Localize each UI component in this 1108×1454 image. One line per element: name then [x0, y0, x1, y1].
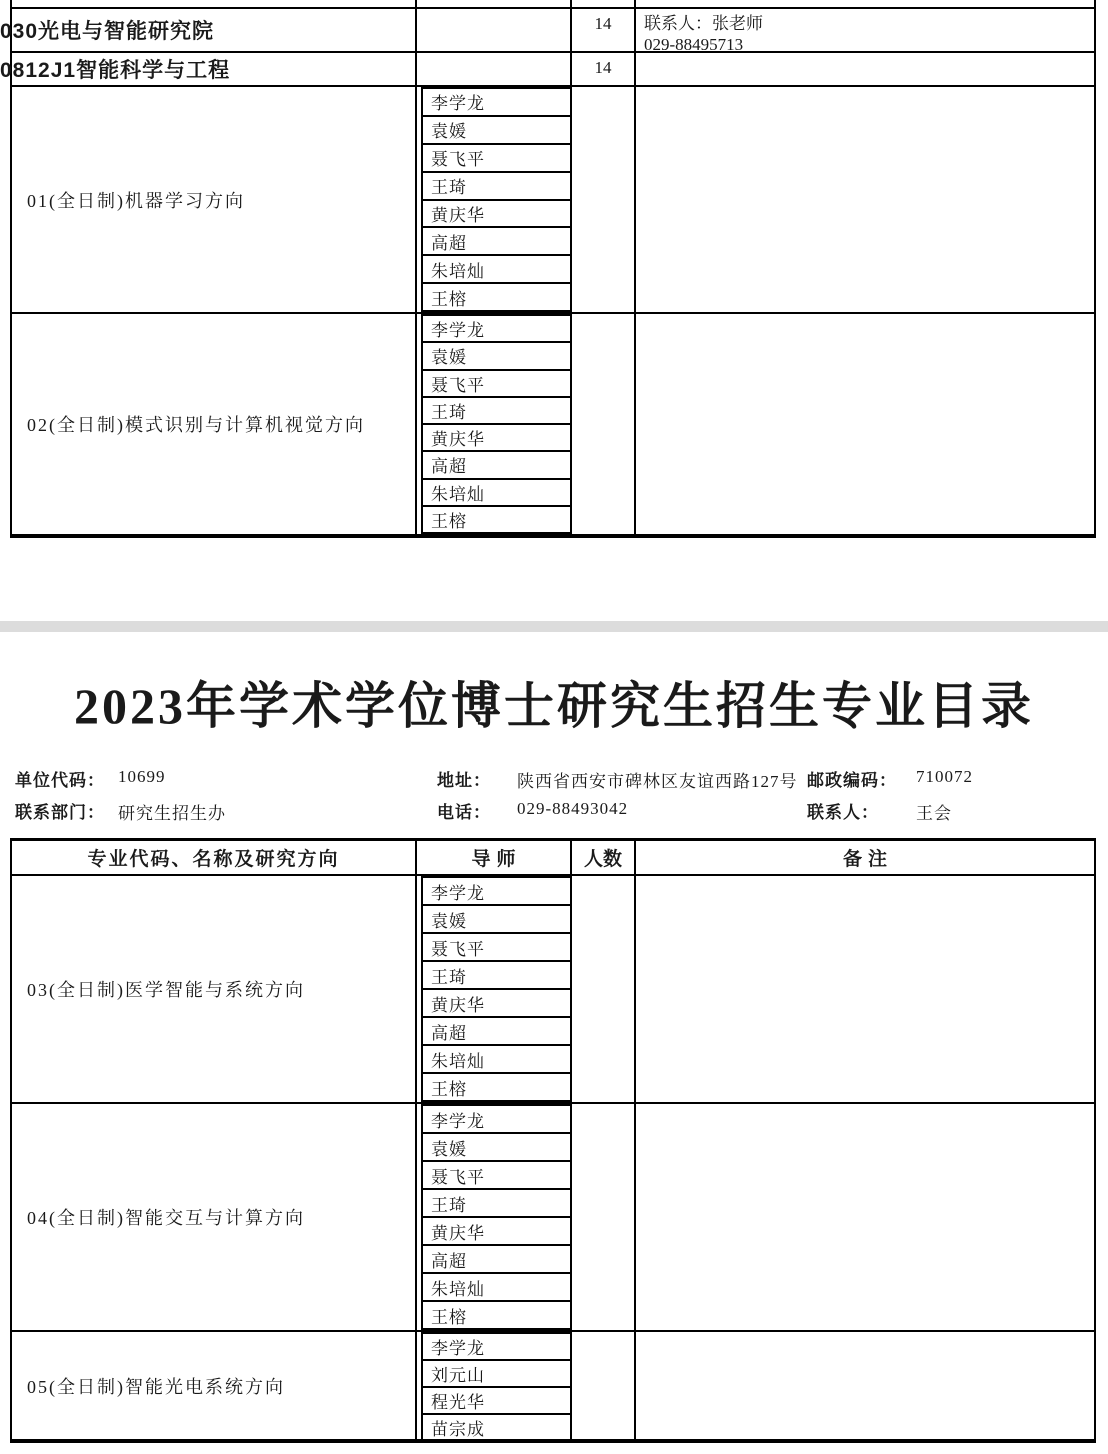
page-break-separator — [0, 621, 1108, 632]
tutor-name: 王琦 — [421, 396, 572, 425]
direction-name-cell — [12, 314, 417, 534]
tutor-name: 苗宗成 — [421, 1413, 572, 1442]
postal-code-label: 邮政编码： — [807, 771, 897, 790]
remark-empty-cell — [636, 876, 1094, 1102]
tutor-empty-cell — [417, 9, 572, 51]
tutor-name: 王琦 — [421, 171, 572, 201]
tutor-name: 王榕 — [421, 505, 572, 534]
count-empty-cell — [572, 1332, 636, 1439]
tutor-name: 聂飞平 — [421, 143, 572, 173]
contact-dept-value: 研究生招生办 — [118, 804, 226, 823]
tutor-column — [417, 1104, 572, 1330]
contact-dept-label: 联系部门： — [15, 803, 105, 822]
tutor-stack — [421, 87, 572, 312]
page-2-table — [10, 838, 1096, 1443]
tutor-name: 聂飞平 — [421, 1160, 572, 1190]
table-header-row — [12, 841, 1094, 874]
unit-name-cell — [0, 9, 417, 51]
tutor-name: 李学龙 — [421, 1104, 572, 1134]
tutor-name: 朱培灿 — [421, 478, 572, 507]
contact-person-label: 联系人： — [807, 803, 879, 822]
tutor-name: 王榕 — [421, 1072, 572, 1102]
postal-code-value: 710072 — [916, 767, 973, 786]
count-empty-cell — [572, 314, 636, 534]
tutor-column — [417, 314, 572, 534]
tutor-name: 王榕 — [421, 282, 572, 312]
enrollment-count: 14 — [572, 53, 636, 85]
address-label: 地址： — [437, 771, 491, 790]
cutoff-cell — [636, 0, 1094, 7]
unit-row — [0, 7, 1094, 54]
direction-row — [12, 312, 1094, 534]
tutor-name: 朱培灿 — [421, 254, 572, 284]
direction-name-cell — [12, 1104, 417, 1330]
address-value: 陕西省西安市碑林区友谊西路127号 — [517, 772, 798, 791]
direction-row — [12, 85, 1094, 312]
tutor-name: 高超 — [421, 226, 572, 256]
tutor-column — [417, 87, 572, 312]
tutor-name: 王榕 — [421, 1300, 572, 1330]
unit-row — [0, 51, 1094, 85]
direction-label: 01(全日制)机器学习方向 — [27, 190, 245, 211]
tutor-name: 朱培灿 — [421, 1044, 572, 1074]
page-1-table — [0, 0, 1096, 538]
tutor-stack — [421, 1332, 572, 1439]
tutor-column — [417, 1332, 572, 1439]
cutoff-cell — [417, 0, 572, 7]
tutor-stack — [421, 314, 572, 534]
direction-label: 05(全日制)智能光电系统方向 — [27, 1376, 285, 1397]
tutor-name: 袁媛 — [421, 115, 572, 145]
remark-empty-cell — [636, 314, 1094, 534]
header-tutor: 导师 — [417, 841, 572, 874]
tutor-name: 黄庆华 — [421, 199, 572, 229]
tutor-name: 李学龙 — [421, 314, 572, 343]
count-empty-cell — [572, 876, 636, 1102]
unit-code-value: 10699 — [118, 767, 166, 786]
tutor-name: 袁媛 — [421, 904, 572, 934]
tutor-name: 王琦 — [421, 960, 572, 990]
tutor-name: 黄庆华 — [421, 423, 572, 452]
remark-line: 联系人：张老师 — [644, 14, 763, 33]
tutor-name: 程光华 — [421, 1386, 572, 1415]
phone-value: 029-88493042 — [517, 799, 629, 818]
unit-name: 030光电与智能研究院 — [0, 20, 215, 43]
remark-empty-cell — [636, 1104, 1094, 1330]
direction-label: 03(全日制)医学智能与系统方向 — [27, 980, 305, 1000]
direction-row — [12, 874, 1094, 1102]
tutor-name: 王琦 — [421, 1188, 572, 1218]
catalog-title: 2023年学术学位博士研究生招生专业目录 — [74, 678, 1034, 734]
tutor-name: 高超 — [421, 450, 572, 479]
remark-cell — [636, 53, 1094, 85]
remark-empty-cell — [636, 1332, 1094, 1439]
cutoff-cell — [572, 0, 636, 7]
direction-label: 02(全日制)模式识别与计算机视觉方向 — [27, 415, 365, 435]
cutoff-cell — [12, 0, 417, 7]
direction-row — [12, 1330, 1094, 1439]
unit-code-label: 单位代码： — [15, 771, 105, 790]
tutor-name: 高超 — [421, 1244, 572, 1274]
tutor-name: 刘元山 — [421, 1359, 572, 1388]
contact-person-value: 王会 — [916, 804, 952, 823]
tutor-name: 聂飞平 — [421, 369, 572, 398]
tutor-name: 黄庆华 — [421, 988, 572, 1018]
unit-name: 0812J1智能科学与工程 — [0, 59, 231, 82]
direction-row — [12, 1102, 1094, 1330]
direction-name-cell — [12, 876, 417, 1102]
tutor-stack — [421, 876, 572, 1102]
tutor-name: 李学龙 — [421, 876, 572, 906]
tutor-name: 聂飞平 — [421, 932, 572, 962]
tutor-name: 袁媛 — [421, 341, 572, 370]
header-count: 人数 — [572, 841, 636, 874]
tutor-column — [417, 876, 572, 1102]
tutor-name: 袁媛 — [421, 1132, 572, 1162]
count-empty-cell — [572, 1104, 636, 1330]
direction-label: 04(全日制)智能交互与计算方向 — [27, 1208, 305, 1228]
tutor-name: 李学龙 — [421, 1332, 572, 1361]
tutor-empty-cell — [417, 53, 572, 85]
phone-label: 电话： — [437, 803, 491, 822]
tutor-name: 李学龙 — [421, 87, 572, 117]
tutor-stack — [421, 1104, 572, 1330]
tutor-name: 朱培灿 — [421, 1272, 572, 1302]
remark-line: 029-88495713 — [644, 35, 744, 54]
unit-name-cell — [0, 53, 417, 85]
tutor-name: 高超 — [421, 1016, 572, 1046]
remark-cell — [636, 9, 1094, 54]
tutor-name: 黄庆华 — [421, 1216, 572, 1246]
count-empty-cell — [572, 87, 636, 312]
direction-name-cell — [12, 1332, 417, 1439]
table-row-cutoff — [12, 0, 1094, 7]
remark-empty-cell — [636, 87, 1094, 312]
enrollment-count: 14 — [572, 9, 636, 51]
direction-name-cell — [12, 87, 417, 312]
header-major-code: 专业代码、名称及研究方向 — [12, 841, 417, 874]
header-remark: 备注 — [842, 849, 893, 870]
